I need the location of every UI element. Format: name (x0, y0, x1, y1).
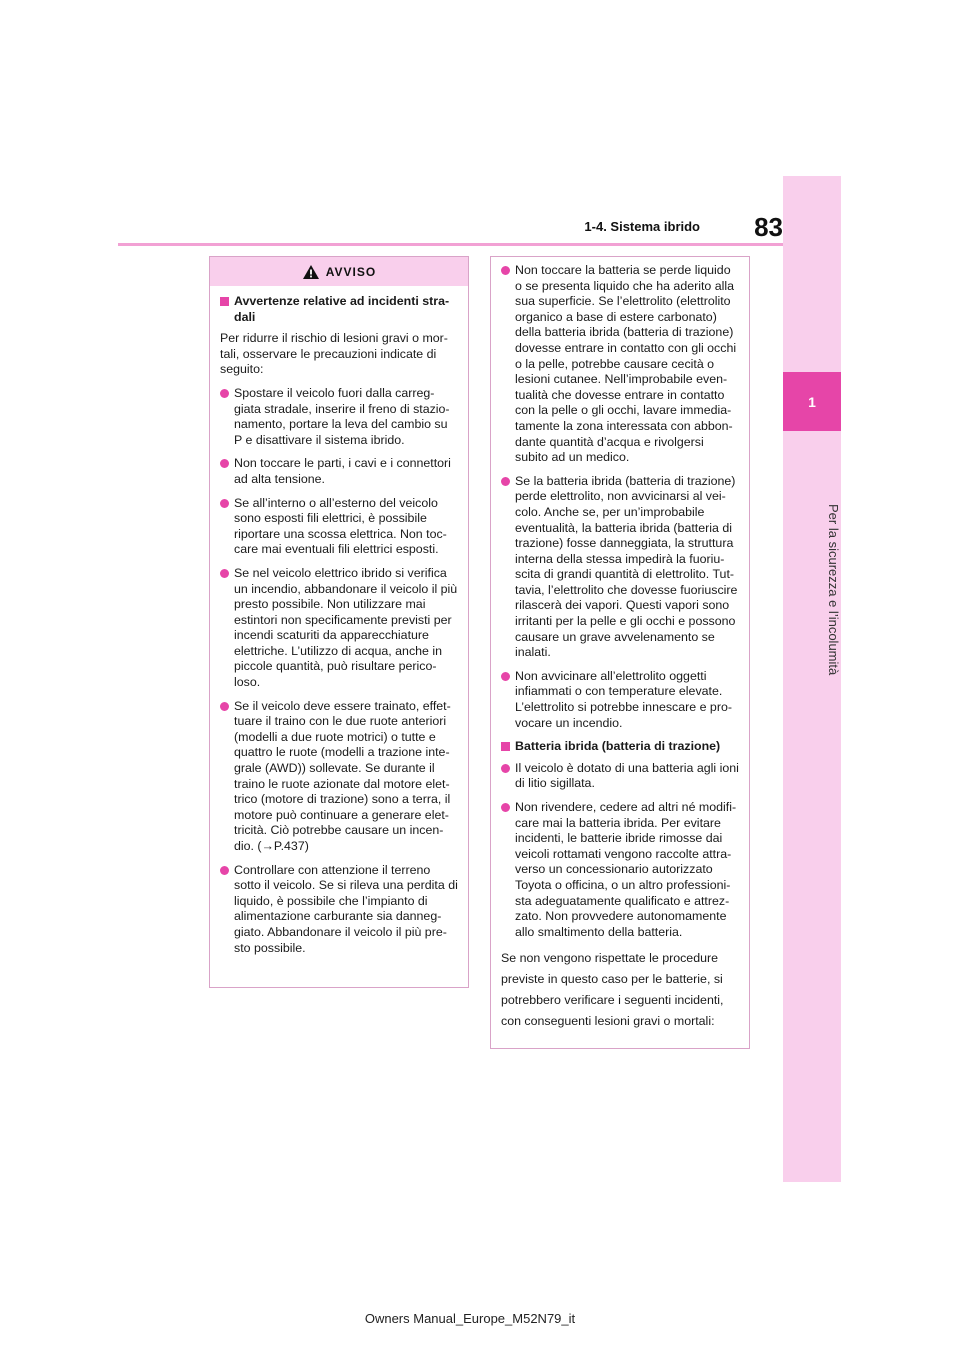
bullet-item: Il veicolo è dotato di una batteria agli ioni di litio sigillata. (501, 761, 739, 792)
bullet-item: Non rivendere, cedere ad altri né modifi-care mai la batteria ibrida. Per evitare incidenti, le batterie ibride rimosse dai veicoli rottamati vengono raccolte attra-verso un concessionario autorizzato Toyota o officina, o un altro professioni-sta adeguatamente qualificato e attrez-zato. Non provvedere autonomamente allo smaltimento della batteria. (501, 800, 739, 940)
footer (0, 1311, 960, 1326)
bullet-item: Non toccare le parti, i cavi e i connettori ad alta tensione. (220, 456, 458, 487)
section-title: 1-4. Sistema ibrido (584, 219, 700, 234)
chapter-title: Per la sicurezza e l’incolumità (826, 504, 841, 676)
section-heading: Avvertenze relative ad incidenti stra-dali (220, 294, 458, 325)
warning-box (209, 256, 469, 988)
chapter-tab[interactable] (783, 372, 841, 431)
bullet-item: Se nel veicolo elettrico ibrido si verifica un incendio, abbandonare il veicolo il più presto possibile. Non utilizzare mai estintori non specificamente previsti per incendi scaturiti da apparecchiature elettriche. L’utilizzo di acqua, anche in piccole quantità, può risultare perico-loso. (220, 566, 458, 691)
bullet-item: Se all’interno o all’esterno del veicolo sono esposti fili elettrici, è possibile riportare una scossa elettrica. Non toc-care mai eventuali fili elettrici esposti. (220, 496, 458, 558)
header-rule (118, 243, 783, 246)
bullet-item: Se la batteria ibrida (batteria di trazione) perde elettrolito, non avvicinarsi al vei-colo. Anche se, per un’improbabile eventualità, la batteria ibrida (batteria di trazione) fosse danneggiata, la struttura interna della stessa impedirà la fuoriu-scita di grandi quantità di elettrolito. Tut-tavia, l’elettrolito che dovesse fuoriuscire rilascerà dei vapori. Questi vapori sono irritanti per la pelle e gli occhi e possono causare un grave avvelenamento se inalati. (501, 474, 739, 661)
bullet-item: Controllare con attenzione il terreno sotto il veicolo. Se si rileva una perdita di liquido, è possibile che l’impianto di alimentazione carburante sia danneg-giato. Abbandonare il veicolo il più pre-sto possibile. (220, 863, 458, 957)
bullet-item: Se il veicolo deve essere trainato, effet-tuare il traino con le due ruote anteriori (modelli a due ruote motrici) o tutte e quattro le ruote (modelli a trazione inte-grale (AWD)) sollevate. Se durante il traino le ruote azionate dal motore elet-trico (motore di trazione) sono a terra, il motore può continuare a generare elet-tricità. Ciò potrebbe causare un incen-dio. (→P.437) (220, 699, 458, 855)
closing-paragraph: Se non vengono rispettate le procedure previste in questo caso per le batterie, si potrebbero verificare i seguenti incidenti, con conseguenti lesioni gravi o mortali: (501, 951, 724, 1029)
warning-label: AVVISO (325, 264, 377, 279)
warning-header (210, 257, 468, 286)
page-number: 83 (754, 212, 783, 242)
section-heading: Batteria ibrida (batteria di trazione) (501, 739, 739, 755)
chapter-number: 1 (808, 393, 816, 410)
footer-text: Owners Manual_Europe_M52N79_it (364, 1311, 576, 1326)
warning-triangle-icon (302, 264, 320, 280)
bullet-item: Spostare il veicolo fuori dalla carreg-giata stradale, inserire il freno di stazio-namento, portare la leva del cambio su P e disattivare il sistema ibrido. (220, 386, 458, 448)
bullet-item: Non avvicinare all’elettrolito oggetti infiammati o con temperature elevate. L’elettrolito si potrebbe innescare e pro-vocare un incendio. (501, 669, 739, 731)
warning-box-continued (490, 256, 750, 1049)
warning-right-content (491, 257, 749, 1038)
bullet-item: Non toccare la batteria se perde liquido o se presenta liquido che ha aderito alla sua superficie. Se l’elettrolito (elettrolito organico a base di estere carbonato) della batteria ibrida (batteria di trazione) dovesse entrare in contatto con gli occhi o la pelle, potrebbe causare cecità o lesioni cutanee. Nell’improbabile even-tualità che dovesse entrare in contatto con la pelle o gli occhi, lavare immedia-tamente la zona interessata con abbon-dante quantità d’acqua e rivolgersi subito ad un medico. (501, 263, 739, 466)
intro-paragraph: Per ridurre il rischio di lesioni gravi o mor-tali, osservare le precauzioni indicate di seguito: (220, 331, 448, 377)
warning-left-content (210, 286, 468, 970)
